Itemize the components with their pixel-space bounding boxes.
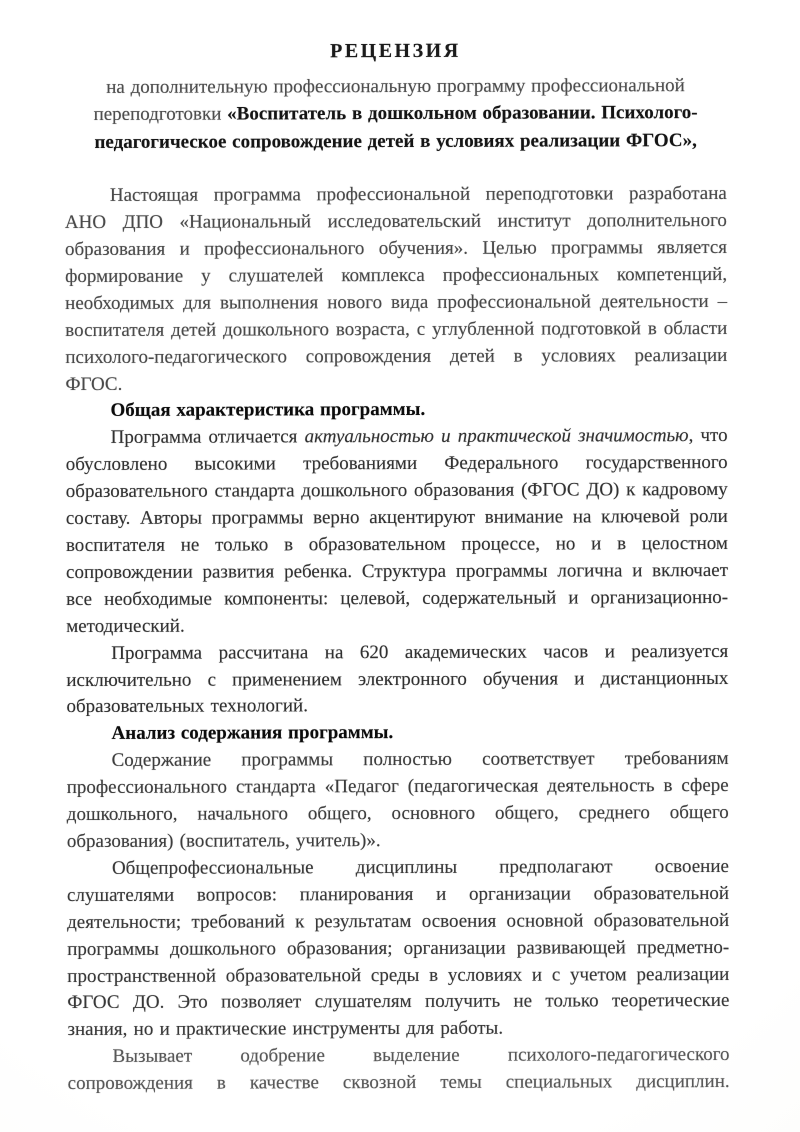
paragraph-professional-standard: Содержание программы полностью соответствует требованиям профессионального стандарта «Педагог (педагогическая деятельность в сфере дошкольного, начального общего, основного общего, среднего общего образования) (воспитатель, учитель)». <box>66 748 729 853</box>
paragraph-disciplines: Общепрофессиональные дисциплины предполагают освоение слушателями вопросов: планирования и организации образовательной деятельности; требований к результатам освоения основной образовательной программы дошкольного образования; организации развивающей предметно-пространственной образовательной среды в условиях и с учетом реализации ФГОС ДО. Это позволяет слушателям получить не только теоретические знания, но и практические инструменты для работы. <box>66 855 730 1041</box>
subtitle-normal-text: на дополнительную профессиональную программу профессиональной переподготовки <box>93 75 685 126</box>
features-text-pre: Программа отличается <box>110 426 305 449</box>
features-text-post: , что обусловлено высокими требованиями Федерального государственного образовательного стандарта дошкольного образования (ФГОС ДО) к кадровому составу. Авторы программы верно акцентируют внимание на ключевой роли воспитателя не только в образовательном процессе, но и в целостном сопровождении развития ребенка. Структура программы логична и включает все необходимые компоненты: целевой, содержательный и организационно-методический. <box>65 425 729 637</box>
features-emphasis: актуальностью и практической значимостью <box>304 425 689 448</box>
paragraph-hours: Программа рассчитана на 620 академических часов и реализуется исключительно с применением электронного обучения и дистанционных образовательных технологий. <box>66 640 729 718</box>
subtitle-program-name: «Воспитатель в дошкольном образовании. Психолого-педагогическое сопровождение детей в условиях реализации ФГОС», <box>94 102 698 153</box>
heading-general-characteristics: Общая характеристика программы. <box>110 399 426 422</box>
document-subtitle <box>64 72 726 156</box>
document-title: РЕЦЕНЗИЯ <box>330 39 461 63</box>
heading-content-analysis: Анализ содержания программы. <box>111 722 394 745</box>
paragraph-intro: Настоящая программа профессиональной переподготовки разработана АНО ДПО «Национальный исследовательский институт дополнительного образования и профессионального обучения». Целью программы является формирование у слушателей комплекса профессиональных компетенций, необходимых для выполнения нового вида профессиональной деятельности – воспитателя детей дошкольного возраста, с углубленной подготовкой в области психолого-педагогического сопровождения детей в условиях реализации ФГОС. <box>64 183 728 395</box>
paragraph-features <box>66 423 729 640</box>
paragraph-approval: Вызывает одобрение выделение психолого-педагогического сопровождения в качестве сквозной темы специальных дисциплин. <box>67 1044 730 1095</box>
page-content <box>64 37 729 1098</box>
